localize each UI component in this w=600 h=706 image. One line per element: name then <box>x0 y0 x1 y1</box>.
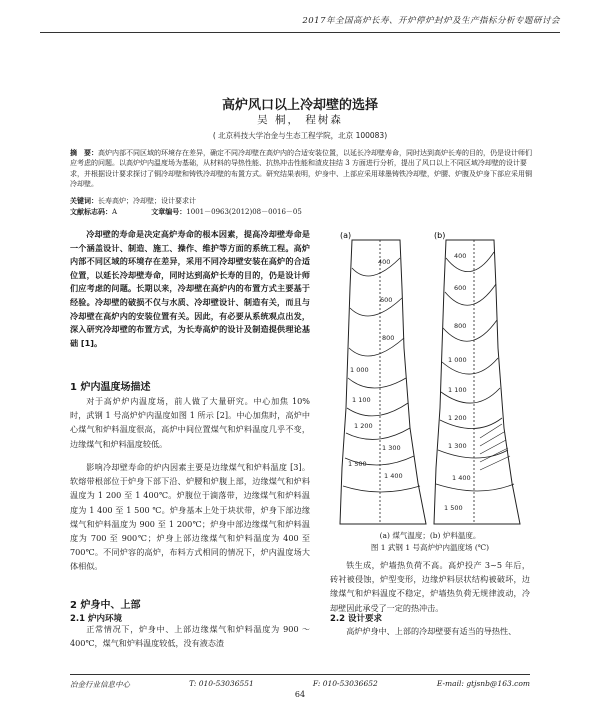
right-column-paragraph: 铁生成，炉墙热负荷不高。高炉投产 3~5 年后，砖衬被侵蚀，炉型变形，边缘炉料层状结构被破坏，边缘煤气和炉料温度不稳定，炉墙热负荷无规律波动，冷却壁因此承受了一定的热冲击。 <box>330 560 530 613</box>
panel-b-contour-label: 600 <box>454 284 467 292</box>
panel-a-contour-label: 1 100 <box>352 396 371 404</box>
section-2-heading: 2 炉身中、上部 <box>70 600 141 611</box>
page-number: 64 <box>294 690 306 699</box>
figure-1-temperature-field <box>330 228 530 526</box>
panel-b-contour-label: 1 500 <box>444 504 463 512</box>
panel-b-contour-label: 1 100 <box>448 386 467 394</box>
panel-a-contour-label: 1 000 <box>350 366 369 374</box>
paper-authors: 吴 桐， 程树森 <box>257 114 343 126</box>
panel-b-label: (b) <box>434 231 446 240</box>
panel-b-contour-label: 1 000 <box>448 356 467 364</box>
figure-caption: 图 1 武钢 1 号高炉炉内温度场 (℃) <box>370 543 490 552</box>
panel-b-contour-label: 800 <box>454 322 467 330</box>
keywords-label: 关键词： <box>70 196 98 205</box>
panel-b-contour-label: 1 400 <box>452 474 471 482</box>
section-2-2-paragraph: 高炉炉身中、上部的冷却壁要有适当的导热性、 <box>346 626 517 636</box>
clc-value: A <box>112 208 118 216</box>
abstract-label: 摘 要： <box>70 149 98 157</box>
panel-a-contour-label: 1 400 <box>384 472 403 480</box>
paper-title: 高炉风口以上冷却壁的选择 <box>221 98 378 113</box>
abstract <box>70 148 536 189</box>
running-header: 2017年全国高炉长寿、开炉停炉封炉及生产指标分析专题研讨会 <box>40 14 560 33</box>
document-ids <box>70 207 536 217</box>
panel-b <box>434 231 520 524</box>
keywords-text: 长寿高炉；冷却壁；设计要求计 <box>98 197 196 205</box>
article-no-label: 文章编号： <box>151 207 187 216</box>
section-2-2-heading: 2.2 设计要求 <box>330 614 383 624</box>
section-2-1-heading: 2.1 炉内环境 <box>70 614 123 624</box>
panel-b-contour-label: 1 300 <box>448 442 467 450</box>
article-no-value: 1001－0963(2012)08－0016－05 <box>186 208 302 216</box>
paper-affiliation: ( 北京科技大学冶金与生态工程学院，北京 100083) <box>212 131 388 140</box>
section-1-heading: 1 炉内温度场描述 <box>70 382 151 393</box>
panel-a-label: (a) <box>340 231 352 240</box>
panel-a-contour-label: 1 200 <box>354 422 373 430</box>
footer-fax: F: 010-53036652 <box>312 679 378 688</box>
panel-a <box>340 231 426 524</box>
panel-a-contour-label: 1 300 <box>382 444 401 452</box>
panel-a-contour-label: 1 500 <box>348 460 367 468</box>
figure-subcaption: (a) 煤气温度；(b) 炉料温度。 <box>379 531 481 540</box>
section-1-paragraph-2: 影响冷却壁寿命的炉内因素主要是边缘煤气和炉料温度 [3]。软熔带根部位于炉身下部下沿、炉腰和炉腹上部，边缘煤气和炉料温度为 1 200 至 1 400℃。炉腹位于滴落带，边缘煤气和炉料温度为 1 400 至 1 500 ℃。炉身基本上处于块状带，炉身下部边缘煤气和炉料温度为 900 至 1 200℃；炉身中部边缘煤气和炉料温度为 700 至 900℃；炉身上部边缘煤气和炉料温度为 400 至 700℃。不同炉容的高炉，布料方式相同的情况下，炉内温度场大体相似。 <box>70 462 310 572</box>
panel-b-contour-label: 1 200 <box>448 414 467 422</box>
abstract-text: 高炉内部不同区域的环境存在差异，确定不同冷却壁在高炉内的合适安装位置，以延长冷却壁寿命，同时达到高炉长寿的目的，仍是设计师们应考虑的问题。以高炉炉内温度场为基础，从材料的导热性能、抗热冲击性能和渣皮挂结 3 方面进行分析，提出了风口以上不同区域冷却壁的设计要求，并根据设计要求探讨了铜冷却壁和铸铁冷却壁的布置方式。研究结果表明，炉身中、上部应采用球墨铸铁冷却壁，炉腰、炉腹及炉身下部应采用铜冷却壁。 <box>70 149 532 188</box>
footer-email: E-mail: gtjsnb@163.com <box>436 679 530 688</box>
page-footer <box>70 674 530 690</box>
intro-paragraph: 冷却壁的寿命是决定高炉寿命的根本因素，提高冷却壁寿命是一个涵盖设计、制造、施工、操作、维护等方面的系统工程。高炉内部不同区域的环境存在差异，采用不同冷却壁安装在高炉的合适位置，以延长冷却壁寿命，同时达到高炉长寿的目的，仍是设计师们应考虑的问题。长期以来，冷却壁在高炉内的布置方式主要基于经验。冷却壁的破损不仅与水质、冷却壁设计、制造有关，而且与冷却壁在高炉内的安装位置有关。因此，有必要从系统观点出发，深入研究冷却壁的布置方式，为长寿高炉的设计及制造提供理论基础 [1]。 <box>70 229 310 348</box>
panel-a-contour-label: 400 <box>378 258 391 266</box>
section-1-paragraph-1: 对于高炉炉内温度场，前人做了大量研究。中心加焦 10% 时，武钢 1 号高炉炉内温度如图 1 所示 [2]。中心加焦时，高炉中心煤气和炉料温度很高，高炉中间位置煤气和炉料温度几乎不变，边缘煤气和炉料温度较低。 <box>70 396 310 449</box>
panel-a-contour-label: 800 <box>382 334 395 342</box>
footer-tel: T: 010-53036551 <box>189 679 254 688</box>
footer-org: 冶金行业信息中心 <box>70 680 130 689</box>
panel-b-contour-label: 400 <box>454 252 467 260</box>
panel-a-contour-label: 600 <box>380 296 393 304</box>
keywords <box>70 196 536 206</box>
clc-label: 文献标志码： <box>70 207 112 216</box>
section-2-1-paragraph: 正常情况下，炉身中、上部边缘煤气和炉料温度为 900 ～ 400℃，煤气和炉料温度较低，没有液态渣 <box>70 624 310 649</box>
